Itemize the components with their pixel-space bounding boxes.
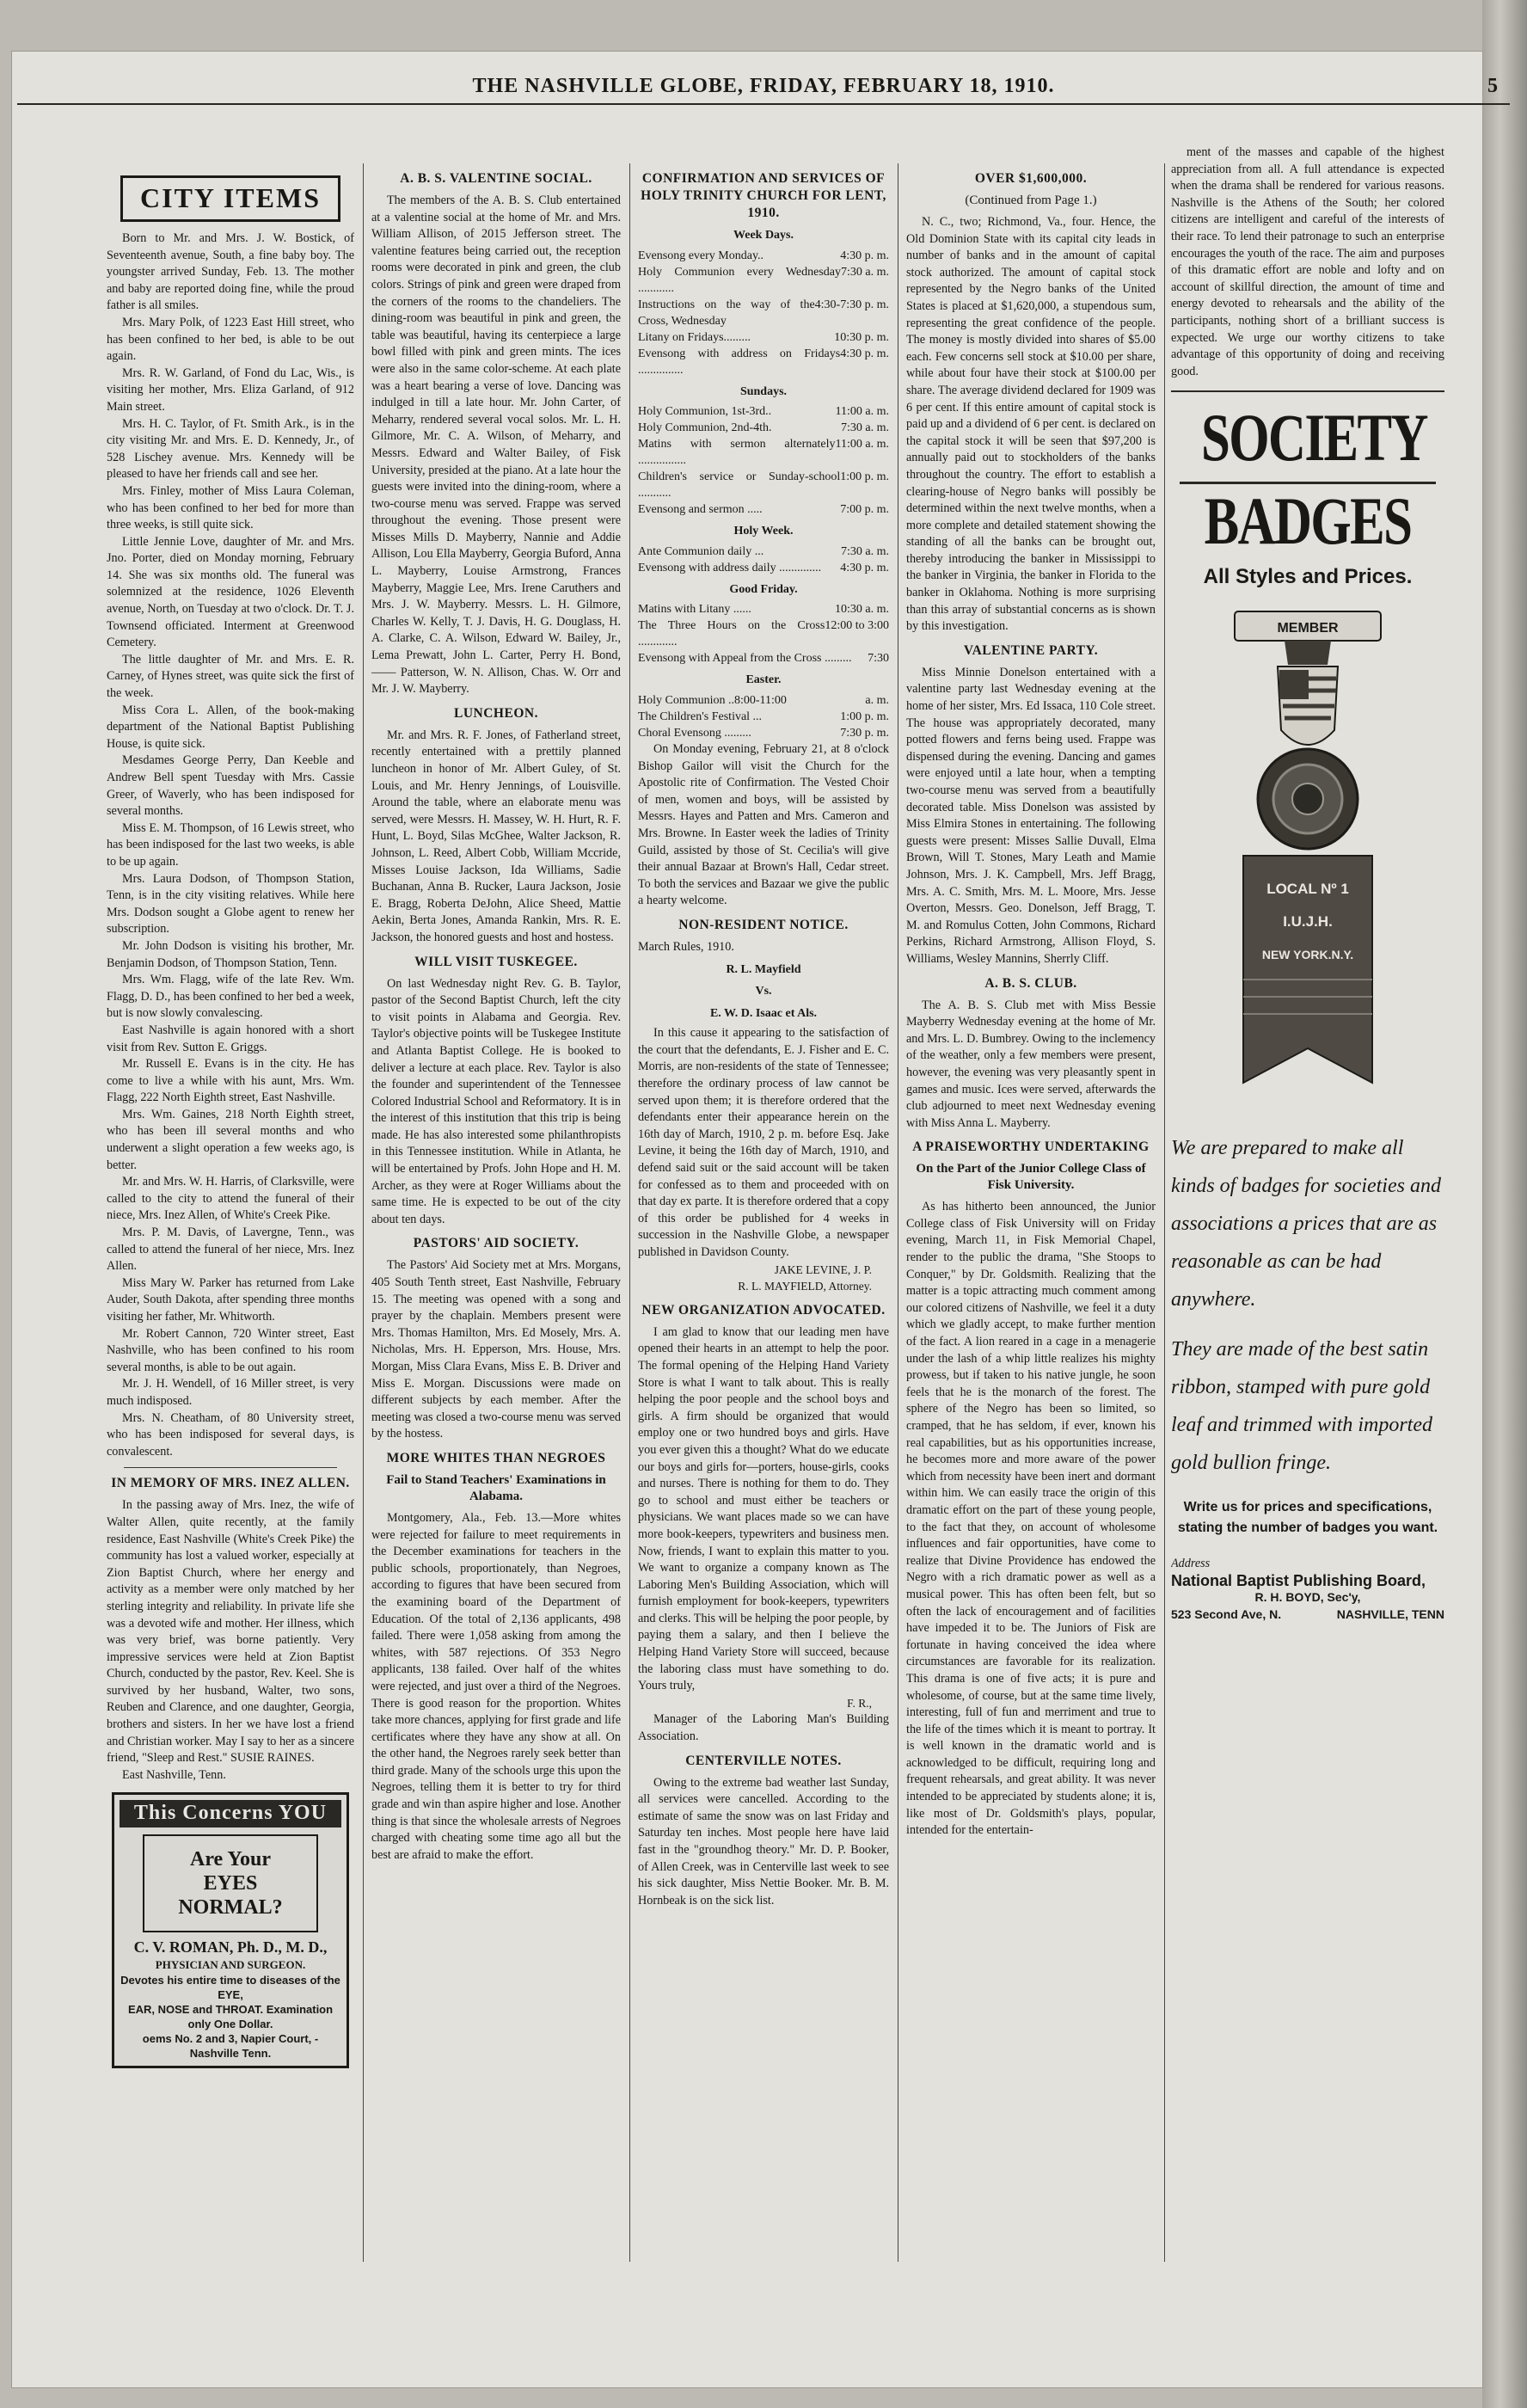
notice-signature-2: R. L. MAYFIELD, Attorney. [738, 1280, 872, 1293]
abs-club-heading: A. B. S. CLUB. [984, 975, 1077, 991]
city-item-paragraph: The little daughter of Mr. and Mrs. E. R. Carney, of Hynes street, was quite sick the first of the week. [107, 652, 354, 701]
schedule-service: Litany on Fridays......... [638, 330, 751, 344]
schedule-service: Evensong with address on Fridays ............... [638, 347, 841, 377]
schedule-row [638, 329, 889, 346]
schedule-time: 12:00 to 3:00 [825, 619, 889, 633]
centerville-heading: CENTERVILLE NOTES. [685, 1753, 842, 1768]
valentine-party-heading: VALENTINE PARTY. [963, 642, 1099, 658]
schedule-row [638, 601, 889, 617]
column-1 [107, 163, 354, 2262]
city-item-paragraph: Mrs. Wm. Flagg, wife of the late Rev. Wm. Flagg, D. D., has been confined to her bed a week, but is now slowly convalescing. [107, 973, 354, 1021]
city-items-list [107, 230, 354, 1460]
schedule-service: Holy Communion every Wednesday ............ [638, 265, 841, 295]
schedule-row [638, 560, 889, 576]
abs-club-text: The A. B. S. Club met with Miss Bessie Mayberry Wednesday evening at the home of Mr. and Mrs. L. D. Bumbrey. Owing to the inclemency of the weather, only a few members were present, however, the evening was very pleasantly spent in games and music. Ices were served, afterwards the club adjourned to meet next Wednesday evening with Miss Anna L. Mayberry. [906, 998, 1156, 1130]
centerville-text: Owing to the extreme bad weather last Sunday, all services were cancelled. According to the estimate of same the snow was on last Friday and Saturday ten inches. Most people here have laid fast in the "groundhog theory." Mr. D. P. Booker, of Allen Creek, was in Centerville last week to see his sick daughter, Miss Nettie Booker. Mr. B. M. Hornbeak is on the sick list. [638, 1775, 889, 1907]
schedule-row [638, 709, 889, 725]
city-item-paragraph: Mrs. N. Cheatham, of 80 University street, who has been indisposed for several days, is convalescent. [107, 1410, 354, 1459]
page-number: 5 [1487, 74, 1498, 97]
column-rule [363, 163, 364, 2262]
schedule-time: 7:30 a. m. [841, 421, 889, 435]
notice-heading: NON-RESIDENT NOTICE. [678, 917, 849, 932]
whites-negroes-heading: MORE WHITES THAN NEGROES [386, 1450, 606, 1465]
column-5 [1171, 144, 1444, 2262]
schedule-row [638, 725, 889, 741]
schedule-time: 10:30 a. m. [835, 603, 889, 617]
goodfriday-label: Good Friday. [729, 582, 798, 596]
schedule-service: Evensong with address daily .............. [638, 561, 822, 574]
schedule-service: Ante Communion daily ... [638, 544, 764, 558]
ad-address-row [1171, 1606, 1444, 1624]
schedule-service: Matins with sermon alternately ................ [638, 438, 836, 468]
city-item-paragraph: Mrs. R. W. Garland, of Fond du Lac, Wis., is visiting her mother, Mrs. Eliza Garland, of 912 Main street. [107, 366, 354, 414]
abs-social-text: The members of the A. B. S. Club entertained at a valentine social at the home of Mr. and Mrs. William Allison, of 2015 Jefferson street. The valentine features being carried out, the reception rooms were decorated in pink and green, the club colors. Strings of pink and green were draped from the corners of the rooms to the chandeliers. The dining-room was beautiful in pink and green, the table was beautiful, having its centerpiece a large bowl filled with pink and green mints. The ices were also in the same color-scheme. At each plate was a heart bearing a verse of love. Dancing was indulged in till a late hour. Mr. John Carter, of Meharry, rendered several vocal solos. Mr. L. H. Gilmore, Mr. C. A. Wilson, of Meharry, and Messrs. Edward and Walter Bailey, of Fisk University, presided at the piano. At a late hour the guests were invited into the dining-room, where a two-course menu was served. Frappe was served throughout the evening. Those present were Misses Mills D. Mayberry, Nannie and Addie Allison, Lou Ella Mayberry, Georgia Buford, Anna L. Mayberry, Louise Armstrong, Frances Mayberry, Maggie Lee, Mrs. Irene Caruthers and Mrs. J. W. Mayberry. Messrs. L. H. Gilmore, Charles W. Kelly, T. J. Davis, H. G. Douglass, H. A. Clarke, C. A. Wilson, Edward W. Bailey, Jr., Lema Prewatt, John L. Carter, Perry H. Bond, —— Patterson, W. N. Allison, Chas. W. Orr and Mr. J. W. Mayberry. [371, 194, 621, 697]
over-text: N. C., two; Richmond, Va., four. Hence, the Old Dominion State with its capital city leads in number of banks and in the amount of capital stock authorized. The amount of capital stock represented by the Negro banks of the United States is placed at $1,620,000, a stupendous sum, representing the great confidence of the people. The money is mostly divided into shares of $5.00 each. Few concerns sell stock at $10.00 per share, while about four have their stock at $100.00 per share. The average dividend declared for 1909 was 6 per cent. If this entire amount of capital stock is paid up and a dividend of 6 per cent. is declared on the capital stock it will be seen that $97,200 is annually paid out to stockholders of the banks throughout the country. The effort to establish a clearing-house of Negro banks will possibly be determined within the next twelve months, when a more complete and detailed statement showing the standing of all the banks can be brought out, thereby introducing the banker in Mississippi to the banker in Virginia, the banker in Florida to the banker in Oklahoma. Nothing is more surprising than this array of substantial concerns as is shown by this investigation. [906, 215, 1156, 634]
holyweek-label: Holy Week. [733, 525, 794, 538]
schedule-time: 1:00 p. m. [840, 710, 889, 723]
city-item-paragraph: Mrs. Mary Polk, of 1223 East Hill street, who has been confined to her bed, is able to be out again. [107, 315, 354, 364]
whites-negroes-text: Montgomery, Ala., Feb. 13.—More whites were rejected for failure to meet requirements in the December examinations for teachers in the public schools, proportionately, than Negroes, according to figures that have been secured from the examining board of the Department of Education. Of the total of 2,136 applicants, 498 failed. There were 1,058 asking from among the whites, with 587 rejections. Of 353 Negro applicants, 138 failed. Over half of the whites were rejected, and just over a third of the Negroes. There is good reason for the proportion. Whites take more chances, applying for first grade and life certificates where they have any show at all. On the other hand, the Negroes rarely seek better than third grade. Many of the schools urge this upon the Negroes, telling them it is better to try for third grade and win than aspire higher and lose. Another thing is that since the wholesale arrests of Negroes charged with cheating some time ago all but the best are afraid to make the effort. [371, 1510, 621, 1862]
city-item-paragraph: Mr. Robert Cannon, 720 Winter street, East Nashville, who has been confined to his room several months, is able to be out again. [107, 1326, 354, 1374]
masthead [17, 69, 1510, 105]
divider [124, 1467, 337, 1468]
schedule-service: Instructions on the way of the Cross, Wednesday [638, 298, 815, 328]
city-item-paragraph: Miss Cora L. Allen, of the book-making department of the National Baptist Publishing House, is quite sick. [107, 703, 354, 751]
ad-line-2: EAR, NOSE and THROAT. Examination only One Dollar. [127, 2003, 334, 2031]
badge-illustration [1171, 601, 1444, 1117]
schedule-service: Holy Communion ..8:00-11:00 [638, 693, 787, 707]
organization-signature: F. R., [847, 1696, 872, 1710]
city-item-paragraph: Mesdames George Perry, Dan Keeble and Andrew Bell spent Tuesday with Mrs. Cassie Greer, of Waverly, who has been indisposed for several months. [107, 753, 354, 819]
sundays-schedule [638, 403, 889, 518]
over-subheading: (Continued from Page 1.) [965, 194, 1097, 207]
ad-line-1: Devotes his entire time to diseases of the EYE, [120, 1974, 340, 2002]
valentine-party-text: Miss Minnie Donelson entertained with a valentine party last Wednesday evening at the home of her sister, Mrs. Ed Issaca, 110 Cole street. The house was appropriately decorated, many potted flowers and ferns being used. Frappe was dispensed during the evening. Dancing and games were enjoyed until a late hour, when a tempting two-course menu was served from a beautifully decorated table. Miss Donelson was assisted by Miss Elmira Stones in entertaining. The following guests were present: Misses Sallie Duvall, Elma Brown, Will T. Stones, Mary Leath and Mamie Johnson, Mrs. J. K. Campbell, Mrs. Jeff Bragg, Mrs. A. C. Smith, Mrs. M. L. Moore, Mrs. Jesse Overton, Messrs. Geo. Donelson, Jeff Bragg, T. M. and Romulus Cotten, John Commons, Richard Perkins, Richard Armstrong, Allison Floyd, S. Williams, Wesley Mannins, Sherrly Cliff. [906, 665, 1156, 966]
schedule-row [638, 264, 889, 297]
notice-party-1: R. L. Mayfield [726, 962, 801, 976]
eyes-question-box [143, 1834, 318, 1932]
ad-doctor-name: C. V. ROMAN, Ph. D., M. D., [133, 1938, 328, 1956]
schedule-time: 7:30 a. m. [841, 265, 889, 279]
lent-heading: CONFIRMATION AND SERVICES OF HOLY TRINITY CHURCH FOR LENT, 1910. [641, 171, 886, 220]
easter-schedule [638, 692, 889, 741]
schedule-row [638, 544, 889, 560]
page-binding-edge [1482, 0, 1527, 2408]
ad-write-us: Write us for prices and specifications, stating the number of badges you want. [1177, 1499, 1438, 1535]
schedule-time: 11:00 a. m. [835, 438, 889, 452]
praiseworthy-heading: A PRAISEWORTHY UNDERTAKING [912, 1140, 1150, 1155]
city-item-paragraph: Little Jennie Love, daughter of Mr. and Mrs. Jno. Porter, died on Monday morning, February 14. She was six months old. The funeral was solemnized at the residence, 1026 Eleventh avenue, North, on Tuesday at two o'clock. Dr. T. J. Townsend officiated. Interment at Greenwood Cemetery. [107, 534, 354, 650]
schedule-time: 10:30 p. m. [834, 330, 889, 344]
schedule-row [638, 469, 889, 501]
schedule-row [638, 692, 889, 709]
schedule-service: The Children's Festival ... [638, 710, 763, 723]
schedule-time: 4:30-7:30 p. m. [814, 298, 889, 311]
ad-city: NASHVILLE, TENN [1336, 1606, 1444, 1621]
whites-negroes-subheading: Fail to Stand Teachers' Examinations in Alabama. [386, 1472, 606, 1503]
tuskegee-heading: WILL VISIT TUSKEGEE. [414, 954, 578, 969]
notice-signature-1: JAKE LEVINE, J. P. [774, 1262, 872, 1276]
pastors-aid-heading: PASTORS' AID SOCIETY. [413, 1236, 580, 1251]
badge-line-1: LOCAL Nº 1 [1266, 880, 1349, 897]
ad-script-2: They are made of the best satin ribbon, stamped with pure gold leaf and trimmed with imported gold bullion fringe. [1171, 1337, 1432, 1474]
schedule-service: Children's service or Sunday-school ........... [638, 470, 841, 501]
schedule-service: Choral Evensong ......... [638, 726, 751, 740]
pastors-aid-text: The Pastors' Aid Society met at Mrs. Morgans, 405 South Tenth street, East Nashville, February 15. The meeting was opened with a song and prayer by the chaplain. Members present were Mrs. Thomas Hamilton, Mrs. Ed Mosely, Mrs. A. Nicholas, Mrs. H. Epperson, Mrs. House, Mrs. Morgan, Miss Clara Evans, Miss E. B. Driver and Miss E. Morgan. Discussions were made on different subjects by each member. After the meeting was closed a two-course menu was served by the hostess. [371, 1258, 621, 1441]
organization-text: I am glad to know that our leading men have opened their hearts in an attempt to help the poor. The formal opening of the Helping Hand Variety Store is what I want to talk about. This is really helping the poor people and the school boys and girls. A firm should be organized that would employ one or two hundred boys and girls. Have you ever given this a thought? What do we educate our boys and girls for—porters, house-girls, cooks and nurses. There is nothing for them to do. They go to school and must either be teachers or physicians. We want places made so we can have more book-keepers, typewriters and business men. Now, friends, I want to explain this matter to you. We want to organize a company known as The Laboring Men's Building Association, which will furnish employment for book-keepers, typewriters and clerks. This will be helping the poor people, by paying them a salary, and then I believe the Helping Hand Variety Store will succeed, because the laboring class must have something to do. Yours truly, [638, 1324, 889, 1693]
ad-society-word: SOCIETY [1200, 400, 1427, 476]
over-heading: OVER $1,600,000. [974, 171, 1088, 186]
ribbon-badge-icon [1226, 601, 1389, 1117]
luncheon-text: Mr. and Mrs. R. F. Jones, of Fatherland street, recently entertained with a prettily planned luncheon in honor of Mr. Albert Guley, of St. Louis, and Mr. Henry Jennings, of Louisville. Around the table, where an elaborate menu was served, were Messrs. H. Massey, W. H. Hurt, R. F. Hunt, L. Boyd, Silas McGhee, Walter Jackson, R. Johnson, L. Reed, Albert Cobb, William Mccride, Misses Louise Jackson, Ida Williams, Sadie Buchanan, Anna B. Rucker, Laura Jackson, Josie E. Bragg, Roberta DeJohn, Alice Sheed, Mattie Aekin, Berta Jones, Amanda Rankin, Mrs. R. E. Jackson, the honored guests and host and hostess. [371, 728, 621, 944]
schedule-row [638, 650, 889, 666]
ad-address-label: Address [1171, 1556, 1211, 1570]
ad-street: 523 Second Ave, N. [1171, 1606, 1282, 1621]
organization-signature-title: Manager of the Laboring Man's Building Association. [638, 1712, 889, 1744]
schedule-service: The Three Hours on the Cross ............. [638, 619, 825, 649]
schedule-row [638, 617, 889, 650]
badge-line-3: NEW YORK.N.Y. [1261, 947, 1354, 961]
lent-text: On Monday evening, February 21, at 8 o'clock Bishop Gailor will visit the Church for the Apostolic rite of Confirmation. The Vested Choir of men, women and boys, will be assisted by Messrs. Hayes and Patten and Mrs. Cameron and Mrs. Browne. In Easter week the ladies of Trinity Guild, assisted by those of St. Cecilia's will give their annual Bazaar at Brown's Hall, Cedar street. To both the services and Bazaar we give the public a hearty welcome. [638, 741, 889, 908]
city-item-paragraph: Mr. Russell E. Evans is in the city. He has come to live a while with his aunt, Mrs. Wm. Flagg, 222 North Eighth street, East Nashville. [107, 1057, 354, 1105]
schedule-row [638, 501, 889, 518]
schedule-row [638, 420, 889, 436]
city-items-heading: CITY ITEMS [120, 175, 340, 222]
column-rule [629, 163, 630, 2262]
notice-vs: Vs. [755, 985, 772, 998]
notice-party-2: E. W. D. Isaac et Als. [709, 1006, 818, 1020]
city-item-paragraph: Mrs. H. C. Taylor, of Ft. Smith Ark., is in the city visiting Mr. and Mrs. E. D. Kennedy, Jr., of 528 Lischey avenue. Mrs. Kennedy will be pleased to have her friends call and see her. [107, 416, 354, 482]
city-item-paragraph: Mrs. P. M. Davis, of Lavergne, Tenn., was called to attend the funeral of her niece, Mrs. Inez Allen. [107, 1226, 354, 1274]
ad-question-3: NORMAL? [178, 1896, 283, 1920]
sundays-label: Sundays. [739, 384, 788, 398]
praiseworthy-text: As has hitherto been announced, the Junior College class of Fisk University will on Friday evening, March 11, in Fisk Memorial Chapel, render to the public the drama, "She Stoops to Conquer," by Dr. Goldsmith. Realizing that the matter is a topic attracting much comment among our colored citizens of Nashville, we feel it a duty which we gladly accept, to make further mention of the fact. A lion reared in a cage in a menagerie under the lash of a whip little realizes his mighty prowess, but if taken to his native jungle, he soon feels that he is the monarch of the forest. The sphere of the Negro has been so limited, so cramped, that he has seldom, if ever, known his real capabilities, but as his opportunities increase, he becomes more and more aware of the power which from necessity have been inert and dormant within him. We can easily trace the origin of this dramatic effort on the part of these young people, to the fact that they, on account of wholesome influences and fair opportunities, have come to realize that Divine Providence has endowed the Negro with a rich dramatic power as well as a musical power. This has often been felt, but so often the lack of encouragement and of facilities have impeded it to be. The Juniors of Fisk are fortunate in having conceived the idea where circumstances are favorable for its realization. This drama is one of five acts; it is pure and wholesome, of course, but at the same time lively, interesting, full of fun and merriment and true to the life of the times which it is meant to portray. It is well known in the dramatic world and is acknowledged to be difficult, requiring long and frequent rehearsals, and great ability. It was never intended to be appreciated by students alone; it is, like most of Dr. Goldsmith's plays, popular, intended for the entertain- [906, 1200, 1156, 1838]
schedule-time: a. m. [865, 693, 889, 707]
schedule-service: Matins with Litany ...... [638, 603, 751, 617]
abs-social-heading: A. B. S. VALENTINE SOCIAL. [400, 171, 592, 186]
ad-banner: This Concerns YOU [120, 1800, 341, 1828]
memoriam-text: In the passing away of Mrs. Inez, the wife of Walter Allen, quite recently, at the family residence, East Nashville (White's Creek Pike) the community has lost a valued worker, especially at Zion Baptist Church, where her energy and activity as a member were only matched by her sterling integrity and reliability. In private life she was a devoted wife and mother. Her illness, which was very brief, was borne patiently. Very impressive services were held at Zion Baptist Church, conducted by the pastor, Rev. Keel. She is survived by her husband, Walter, two sons, Reuben and Clarence, and one daughter, Georgia, brothers and sisters. In her we have lost a friend and Christian worker. May I say to her as a sincere friend, "Sleep and Rest." SUSIE RAINES. [107, 1498, 354, 1766]
schedule-row [638, 436, 889, 469]
city-item-paragraph: Mr. and Mrs. W. H. Harris, of Clarksville, were called to the city to attend the funeral of their niece, Mrs. Inez Allen, of White's Creek Pike. [107, 1175, 354, 1223]
city-item-paragraph: Mr. J. H. Wendell, of 16 Miller street, is very much indisposed. [107, 1377, 354, 1408]
schedule-service: Evensong and sermon ..... [638, 503, 763, 517]
schedule-service: Evensong every Monday.. [638, 249, 764, 262]
ad-doctor-title: PHYSICIAN AND SURGEON. [155, 1957, 306, 1971]
ad-secretary: R. H. BOYD, Sec'y, [1254, 1590, 1361, 1605]
schedule-time: 4:30 p. m. [840, 561, 889, 574]
city-item-paragraph: East Nashville is again honored with a short visit from Rev. Sutton E. Griggs. [107, 1023, 354, 1054]
weekdays-schedule [638, 248, 889, 378]
ad-styles-prices: All Styles and Prices. [1203, 565, 1413, 589]
ad-question-2: EYES [203, 1872, 258, 1895]
badge-member-text: MEMBER [1277, 620, 1339, 636]
schedule-row [638, 403, 889, 420]
ad-badges-word: BADGES [1204, 483, 1412, 559]
goodfriday-schedule [638, 601, 889, 666]
schedule-time: 1:00 p. m. [840, 470, 889, 484]
schedule-time: 4:30 p. m. [840, 347, 889, 360]
luncheon-heading: LUNCHEON. [454, 705, 538, 721]
city-item-paragraph: Mrs. Laura Dodson, of Thompson Station, Tenn, is in the city visiting relatives. While here Mrs. Dodson sought a Globe agent to renew her subscription. [107, 871, 354, 937]
column-4 [906, 163, 1156, 2262]
notice-text: In this cause it appearing to the satisfaction of the court that the defendants, E. J. Fisher and E. C. Morris, are non-residents of the state of Tennessee; therefore the ordinary process of law cannot be served upon them; it is therefore ordered that the defendants enter their appearance herein on the 16th day of March, 1910, 2 p. m. before Esq. Jake Levine, it being the 16th day of March, 1910, and defend said suit or the said account will be taken for confessed as to them and proceeded with on that day ex parte. It is therefore ordered that a copy of this order be published for 4 weeks in succession in the Nashville Globe, a newspaper published in Davidson County. [638, 1026, 889, 1259]
ad-divider [1171, 390, 1444, 392]
praiseworthy-subheading: On the Part of the Junior College Class of Fisk University. [916, 1162, 1146, 1193]
column-rule [1164, 163, 1165, 2262]
memoriam-heading: IN MEMORY OF MRS. INEZ ALLEN. [111, 1476, 350, 1491]
schedule-time: 7:30 a. m. [841, 544, 889, 558]
city-item-paragraph: Miss Mary W. Parker has returned from Lake Auder, South Dakota, after spending three months visiting her father, Mr. Whitworth. [107, 1275, 354, 1324]
ad-question-1: Are Your [190, 1848, 271, 1871]
praiseworthy-continued-text: ment of the masses and capable of the highest appreciation from all. A full attendance is expected when the drama shall be rendered for various reasons. Nashville is the Athens of the South; her colored citizens are intelligent and careful of the interests of their race. To lend their patronage to such an enterprise encourages the youth of the race. The aim and purposes of this dramatic effort are noble and lofty and on account of skillful direction, the amount of time and energy devoted to rehearsals and the ability of the participants, nothing short of a brilliant success is expected. We urge our worthy citizens to take advantage of this opportunity of doing and receiving good. [1171, 145, 1444, 378]
weekdays-label: Week Days. [733, 229, 794, 242]
memoriam-place: East Nashville, Tenn. [122, 1767, 226, 1782]
schedule-service: Holy Communion, 1st-3rd.. [638, 405, 772, 419]
schedule-time: 4:30 p. m. [840, 249, 889, 262]
city-item-paragraph: Miss E. M. Thompson, of 16 Lewis street, who has been indisposed for the last two weeks, is able to be up again. [107, 820, 354, 869]
ad-line-3: oems No. 2 and 3, Napier Court, - Nashville Tenn. [142, 2032, 319, 2061]
tuskegee-text: On last Wednesday night Rev. G. B. Taylor, pastor of the Second Baptist Church, left the city to visit points in Alabama and Georgia. Rev. Taylor's objective points will be Tuskegee Institute and Atlanta Baptist College. He is booked to deliver a lecture at each place. Rev. Taylor is also the founder and superintendent of the Tennessee Colored Industrial School and Reformatory. It is in the interest of this institution that this trip is being made. He has also interested some philanthropists in this Tennessee institution. While in Atlanta, he will be entertained by Profs. John Hope and H. M. Archer, as they were at Roger Williams about the same time. He is expected to be out of the city about ten days. [371, 976, 621, 1226]
schedule-service: Evensong with Appeal from the Cross ......... [638, 652, 852, 666]
column-2 [371, 163, 621, 2262]
ad-script-1: We are prepared to make all kinds of badges for societies and associations a prices that are as reasonable as can be had anywhere. [1171, 1136, 1441, 1311]
schedule-service: Holy Communion, 2nd-4th. [638, 421, 772, 435]
roman-ad [112, 1792, 349, 2068]
badge-line-2: I.U.J.H. [1283, 912, 1333, 930]
schedule-row [638, 346, 889, 378]
schedule-time: 7:00 p. m. [840, 503, 889, 517]
schedule-time: 7:30 [868, 652, 889, 666]
city-item-paragraph: Mrs. Finley, mother of Miss Laura Coleman, who has been confined to her bed for more than three weeks, is still quite sick. [107, 483, 354, 532]
schedule-time: 11:00 a. m. [835, 405, 889, 419]
ad-publisher: National Baptist Publishing Board, [1171, 1571, 1426, 1589]
schedule-row [638, 297, 889, 329]
easter-label: Easter. [745, 673, 782, 687]
organization-heading: NEW ORGANIZATION ADVOCATED. [641, 1302, 886, 1318]
notice-date: March Rules, 1910. [638, 939, 734, 954]
holyweek-schedule [638, 544, 889, 576]
column-3 [638, 163, 889, 2262]
schedule-row [638, 248, 889, 264]
city-item-paragraph: Mr. John Dodson is visiting his brother, Mr. Benjamin Dodson, of Thompson Station, Tenn. [107, 938, 354, 970]
schedule-time: 7:30 p. m. [840, 726, 889, 740]
city-item-paragraph: Mrs. Wm. Gaines, 218 North Eighth street, who has been ill several months and who underwent a slight operation a few weeks ago, is better. [107, 1107, 354, 1172]
city-item-paragraph: Born to Mr. and Mrs. J. W. Bostick, of Seventeenth avenue, South, a fine baby boy. The youngster arrived Sunday, Feb. 13. The mother and baby are reported doing fine, while the proud father is all smiles. [107, 231, 354, 313]
masthead-title: THE NASHVILLE GLOBE, FRIDAY, FEBRUARY 18, 1910. [472, 74, 1055, 97]
